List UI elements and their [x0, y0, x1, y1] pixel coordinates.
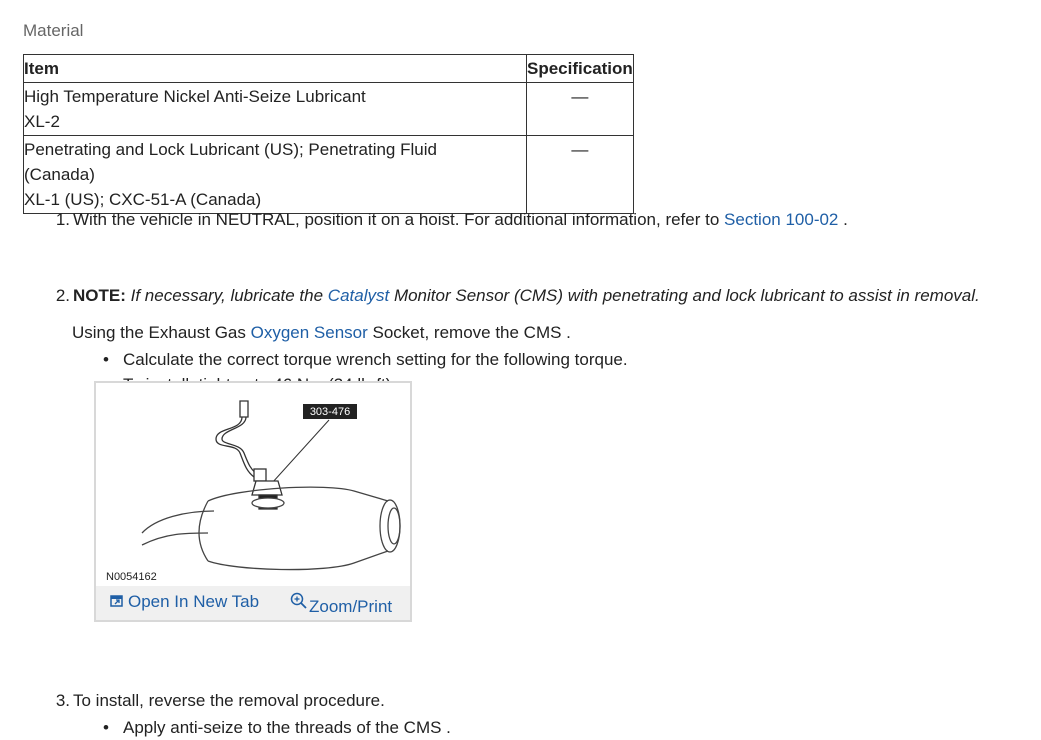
step-number: 1.	[55, 210, 70, 229]
sensor-wire-icon	[216, 401, 258, 477]
step-3-bullets	[103, 715, 451, 740]
item-line: XL-1 (US); CXC-51-A (Canada)	[24, 190, 262, 209]
specification-cell: —	[527, 83, 634, 136]
step-text-suffix: .	[838, 210, 848, 229]
item-cell	[24, 136, 527, 214]
item-line: Penetrating and Lock Lubricant (US); Penetrating Fluid	[24, 140, 437, 159]
table-row	[24, 136, 634, 214]
instruction-after: Socket, remove the CMS .	[367, 323, 571, 342]
catalyst-link[interactable]: Catalyst	[327, 286, 390, 305]
bullet-text: Apply anti-seize to the threads of the CMS .	[123, 718, 451, 737]
oxygen-sensor-link[interactable]: Oxygen Sensor	[250, 323, 368, 342]
step-text-body: With the vehicle in NEUTRAL, position it on a hoist. For additional information, refer to	[73, 210, 725, 229]
item-cell	[24, 83, 527, 136]
specification-cell: —	[527, 136, 634, 214]
item-line: High Temperature Nickel Anti-Seize Lubricant	[24, 87, 366, 106]
figure-footer	[96, 586, 410, 620]
instruction-before: Using the Exhaust Gas	[72, 323, 251, 342]
table-header-row	[24, 55, 634, 83]
header-specification: Specification	[527, 55, 634, 83]
step-number: 2.	[55, 286, 70, 305]
open-in-new-tab-button[interactable]	[110, 592, 259, 612]
list-item	[103, 715, 451, 740]
list-item	[103, 347, 628, 372]
step-text: To install, reverse the removal procedure.	[73, 691, 385, 710]
zoom-print-button[interactable]	[290, 592, 392, 617]
material-table	[23, 54, 634, 214]
table-row	[24, 83, 634, 136]
zoom-print-label: Zoom/Print	[309, 597, 393, 616]
section-100-02-link[interactable]: Section 100-02	[724, 210, 839, 229]
material-heading: Material	[23, 21, 84, 40]
step-number: 3.	[55, 691, 70, 710]
note-text-after: Monitor Sensor (CMS) with penetrating and lock lubricant to assist in removal.	[389, 286, 980, 305]
callout-label: 303-476	[309, 406, 351, 418]
catalyst-sensor-illustration	[96, 383, 410, 583]
note-text	[126, 286, 980, 305]
item-line: XL-2	[24, 112, 60, 131]
note	[73, 286, 980, 306]
note-text-before: If necessary, lubricate the	[125, 286, 328, 305]
bullet-text: Calculate the correct torque wrench setting for the following torque.	[123, 350, 628, 369]
item-line: (Canada)	[24, 165, 95, 184]
header-item: Item	[24, 55, 527, 83]
figure-id: N0054162	[106, 571, 157, 583]
new-tab-icon	[110, 594, 124, 608]
bullet-icon: •	[103, 350, 109, 369]
catalytic-converter-icon	[142, 487, 400, 569]
bullet-icon: •	[103, 718, 109, 737]
callout-line-icon	[272, 420, 329, 483]
step-1	[23, 208, 1033, 246]
zoom-icon	[290, 592, 308, 610]
step-instruction	[72, 323, 571, 343]
note-label: NOTE:	[73, 286, 126, 305]
sensor-illustration-figure	[94, 381, 412, 622]
step-text	[73, 210, 848, 230]
open-in-new-tab-label: Open In New Tab	[128, 592, 260, 611]
